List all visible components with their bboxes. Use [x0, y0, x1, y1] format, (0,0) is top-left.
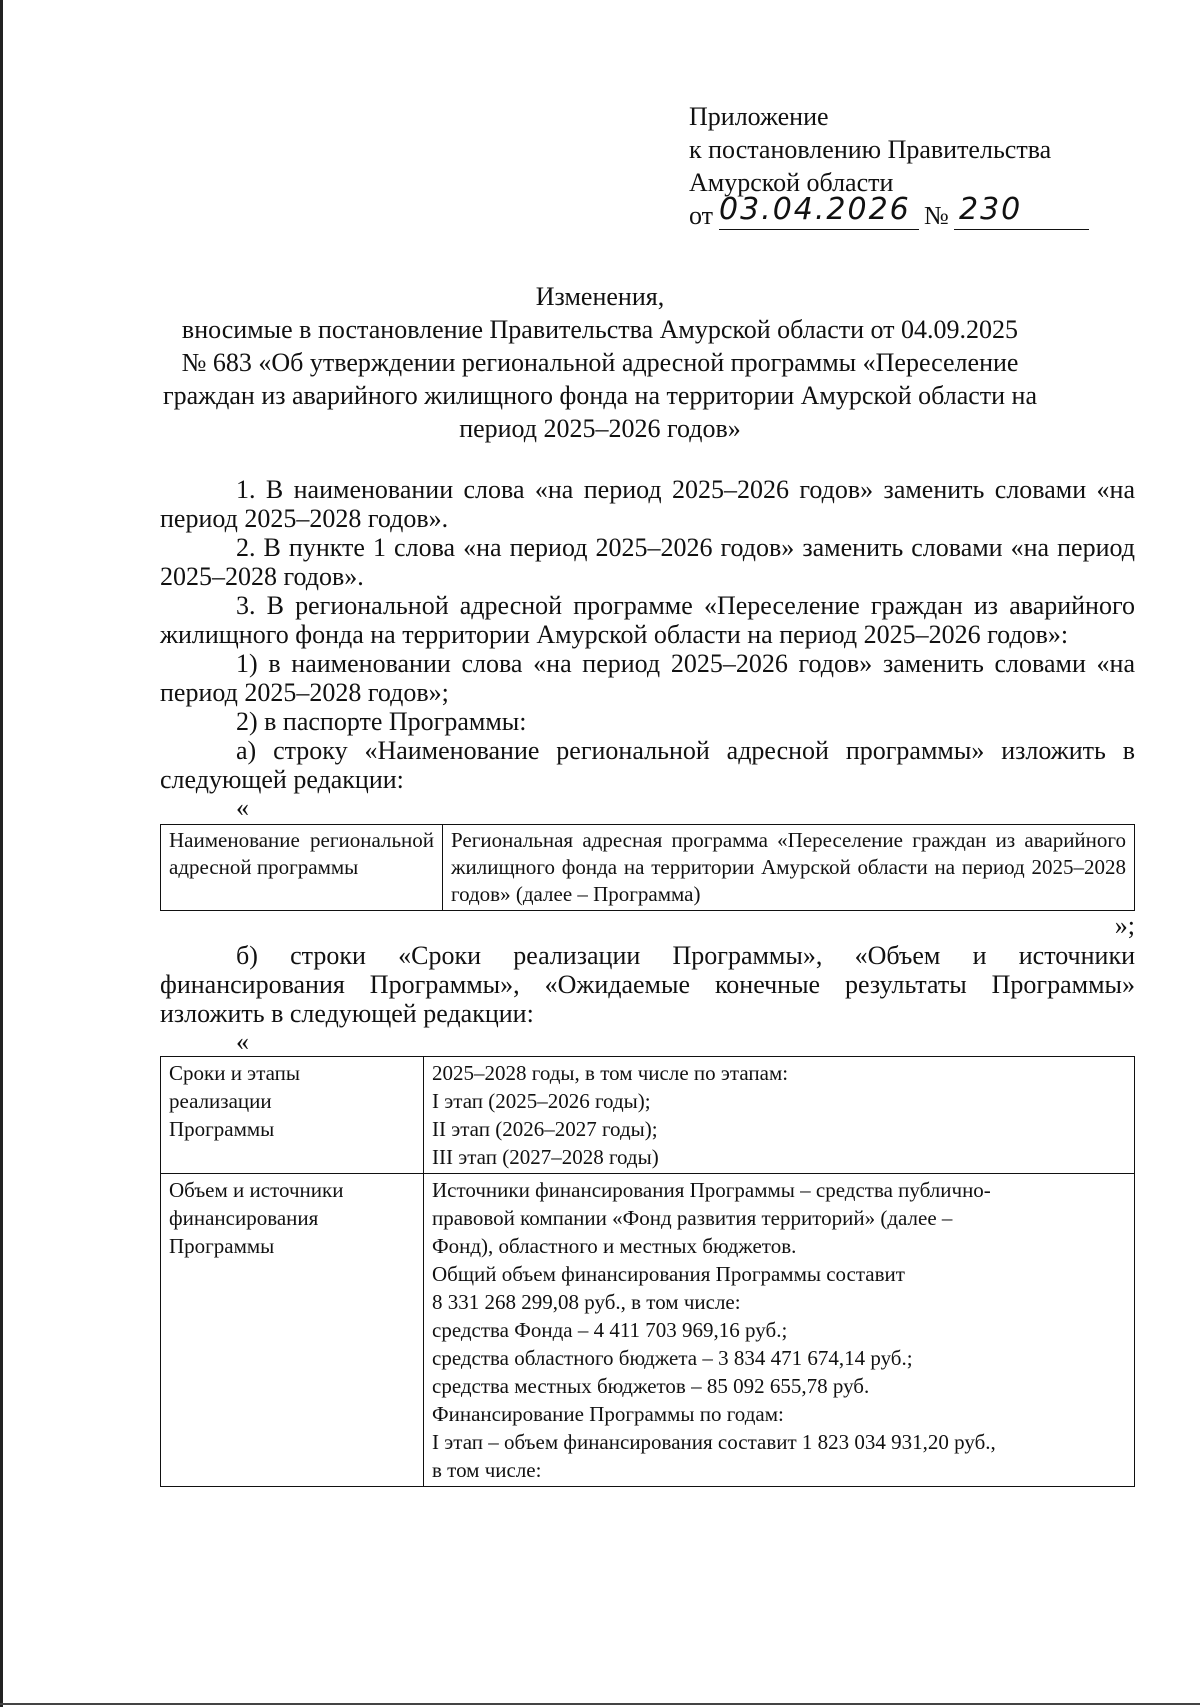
- cell-line: средства местных бюджетов – 85 092 655,78 руб.: [432, 1374, 870, 1398]
- terms-row-label: [161, 1057, 424, 1174]
- cell-line: правовой компании «Фонд развития территорий» (далее –: [432, 1206, 953, 1230]
- paragraph-3-2-a: а) строку «Наименование региональной адресной программы» изложить в следующей редакции:: [160, 736, 1135, 794]
- page-edge-left: [0, 0, 3, 1707]
- cell-line: I этап (2025–2026 годы);: [432, 1089, 651, 1113]
- cell-line: II этап (2026–2027 годы);: [432, 1117, 658, 1141]
- cell-line: Фонд), областного и местных бюджетов.: [432, 1234, 797, 1258]
- title-line-5: период 2025–2026 годов»: [459, 414, 741, 443]
- document-title: [150, 280, 1050, 445]
- cell-line: финансирования: [169, 1206, 319, 1230]
- cell-line: Программы: [169, 1234, 275, 1258]
- approval-date-number-line: [689, 192, 1109, 239]
- title-line-2: вносимые в постановление Правительства Амурской области от 04.09.2025: [181, 315, 1019, 344]
- cell-line: средства Фонда – 4 411 703 969,16 руб.;: [432, 1318, 788, 1342]
- cell-line: Сроки и этапы: [169, 1061, 301, 1085]
- table-row: [161, 825, 1135, 911]
- cell-line: I этап – объем финансирования составит 1 823 034 931,20 руб.,: [432, 1430, 996, 1454]
- handwritten-date: 03.04.2026: [719, 192, 911, 227]
- table-row: [161, 1057, 1135, 1174]
- title-line-4: граждан из аварийного жилищного фонда на территории Амурской области на: [162, 381, 1038, 410]
- cell-line: реализации: [169, 1089, 272, 1113]
- cell-line: Объем и источники: [169, 1178, 344, 1202]
- cell-line: Общий объем финансирования Программы составит: [432, 1262, 905, 1286]
- number-label: №: [924, 201, 949, 230]
- paragraph-3-2-b: б) строки «Сроки реализации Программы», «Объем и источники финансирования Программы», «Ожидаемые конечные результаты Программы» изложить в следующей редакции:: [160, 941, 1135, 1028]
- handwritten-number: 230: [959, 192, 1023, 227]
- quote-open-1: «: [236, 793, 249, 822]
- cell-line: 8 331 268 299,08 руб., в том числе:: [432, 1290, 741, 1314]
- finance-row-value: [424, 1174, 1135, 1487]
- title-line-1: Изменения,: [535, 282, 665, 311]
- name-row-label: Наименование региональной адресной программы: [161, 825, 443, 911]
- document-body: [160, 475, 1135, 1487]
- table-row: [161, 1174, 1135, 1487]
- quote-open-2: «: [236, 1027, 249, 1056]
- cell-line: Программы: [169, 1117, 275, 1141]
- paragraph-2: 2. В пункте 1 слова «на период 2025–2026 годов» заменить словами «на период 2025–2028 годов».: [160, 533, 1135, 591]
- finance-row-label: [161, 1174, 424, 1487]
- cell-line: в том числе:: [432, 1458, 542, 1482]
- paragraph-3-2: 2) в паспорте Программы:: [236, 707, 527, 736]
- approval-block: [689, 100, 1109, 239]
- passport-name-table: [160, 824, 1135, 911]
- cell-line: 2025–2028 годы, в том числе по этапам:: [432, 1061, 789, 1085]
- date-underline: [719, 229, 919, 230]
- cell-line: Финансирование Программы по годам:: [432, 1402, 784, 1426]
- approval-line-3: Амурской области: [689, 168, 894, 197]
- name-row-value: Региональная адресная программа «Переселение граждан из аварийного жилищного фонда на территории Амурской области на период 2025–2028 годов» (далее – Программа): [443, 825, 1135, 911]
- quote-close-1: »;: [1114, 911, 1135, 940]
- cell-line: Источники финансирования Программы – средства публично-: [432, 1178, 991, 1202]
- approval-line-2: к постановлению Правительства: [689, 135, 1052, 164]
- page-edge-bottom: [0, 1703, 1200, 1705]
- number-underline: [954, 229, 1089, 230]
- approval-line-1: Приложение: [689, 102, 829, 131]
- passport-terms-table: [160, 1056, 1135, 1487]
- paragraph-1: 1. В наименовании слова «на период 2025–2026 годов» заменить словами «на период 2025–2028 годов».: [160, 475, 1135, 533]
- paragraph-3-1: 1) в наименовании слова «на период 2025–2026 годов» заменить словами «на период 2025–2028 годов»;: [160, 649, 1135, 707]
- paragraph-3: 3. В региональной адресной программе «Переселение граждан из аварийного жилищного фонда на территории Амурской области на период 2025–2026 годов»:: [160, 591, 1135, 649]
- terms-row-value: [424, 1057, 1135, 1174]
- cell-line: III этап (2027–2028 годы): [432, 1145, 659, 1169]
- cell-line: средства областного бюджета – 3 834 471 674,14 руб.;: [432, 1346, 913, 1370]
- date-prefix: от: [689, 201, 714, 230]
- title-line-3: № 683 «Об утверждении региональной адресной программы «Переселение: [181, 348, 1019, 377]
